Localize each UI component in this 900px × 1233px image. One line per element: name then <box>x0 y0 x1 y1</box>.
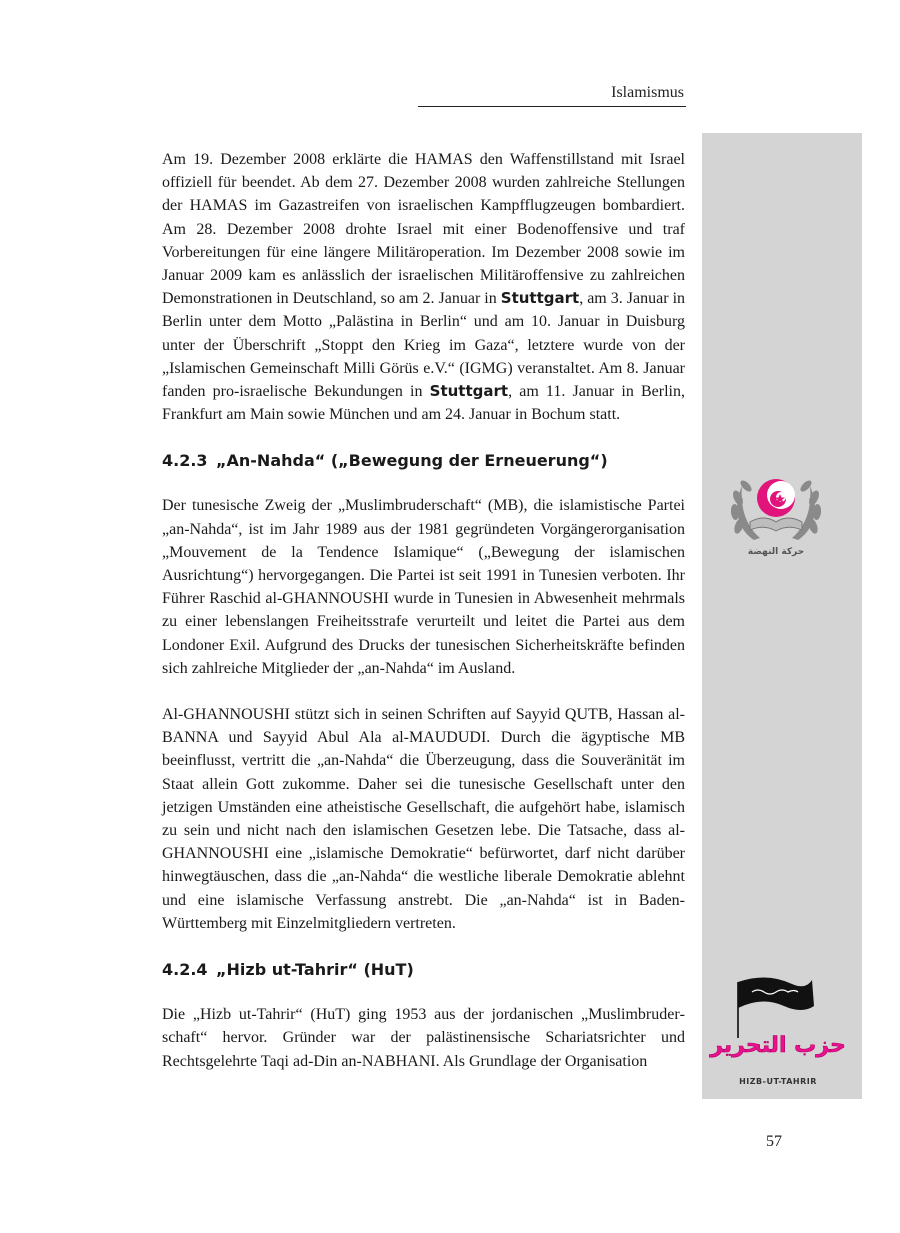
section-heading-an-nahda <box>162 449 685 472</box>
section-heading-hizb-ut-tahrir <box>162 958 685 981</box>
paragraph-an-nahda-origin: Der tunesische Zweig der „Muslimbruderschaft“ (MB), die islamistische Partei „an-Nahda“, ist im Jahr 1989 aus der 1981 gegründeten Vorgängerorganisation „Mouvement de la Tendence Islamique“ („Bewegung der islamischen Ausrichtung“) hervorgegangen. Die Partei ist seit 1991 in Tunesien verboten. Ihr Führer Raschid al-GHANNOUSHI wurde in Tunesien in Abwesenheit mehrmals zu einer lebenslangen Freiheitsstrafe verurteilt und leitet die Partei aus dem Londoner Exil. Aufgrund des Drucks der tunesischen Sicherheitskräfte befinden sich zahlreiche Mitglieder der „an-Nahda“ im Ausland. <box>162 497 685 677</box>
black-flag-icon <box>738 977 814 1010</box>
city-highlight: Stuttgart <box>429 382 509 401</box>
paragraph-an-nahda-ideology: Al-GHANNOUSHI stützt sich in seinen Schriften auf Sayyid QUTB, Hassan al-BANNA und Sayyid Abul Ala al-MAUDUDI. Durch die ägyptische MB beeinflusst, vertritt die „an-Nahda“ die Überzeugung, dass die Souveränität im Staat allein Gott zukomme. Daher sei die tunesische Gesellschaft unter den jetzigen Umständen eine atheistische Gesellschaft, die aufgehört habe, islamisch zu sein und nicht nach den islamischen Gesetzen lebe. Die Tatsache, dass al-GHANNOUSHI eine „islamische Demokratie“ befürwortet, darf nicht darüber hinwegtäuschen, dass die „an-Nahda“ die westliche liberale Demokratie ablehnt und eine islamische Verfassung anstrebt. Die „an-Nahda“ ist in Baden-Württemberg mit Einzelmitgliedern vertreten. <box>162 706 685 932</box>
an-nahda-caption: حركة النهضة <box>747 547 805 557</box>
book-icon <box>750 518 802 531</box>
paragraph-hizb-ut-tahrir: Die „Hizb ut-Tahrir“ (HuT) ging 1953 aus der jordanischen „Muslimbruderschaft“ hervor. Gründer war der palästinensische Schariatsrichter und Rechtsgelehrte Taqi ad-Din an-NABHANI. Als Grundlage der Organisation <box>162 1006 685 1070</box>
hizb-ut-tahrir-logo <box>710 968 846 1090</box>
paragraph-text: , am 11. Januar in Berlin, Frankfurt am Main sowie München und am 24. Januar in Bochum statt. <box>162 383 685 424</box>
hizb-ut-tahrir-arabic: حزب التحرير <box>710 1033 846 1058</box>
paragraph-text: Am 19. Dezember 2008 erklärte die HAMAS den Waffenstillstand mit Israel offiziell für beendet. Ab dem 27. Dezember 2008 wurden zahlreiche Stellungen der HAMAS im Gazastreifen von israelischen Kampfflugzeugen bombardiert. Am 28. Dezember 2008 drohte Israel mit einer Bodenoffensive und traf Vorbereitungen für eine längere Militäroperation. Im Dezember 2008 sowie im Januar 2009 kam es anlässlich der israelischen Militäroffensive zu zahlreichen Demonstrationen in Deutschland, so am 2. Januar in <box>162 151 685 308</box>
an-nahda-logo <box>726 468 826 560</box>
section-title: „An-Nahda“ („Bewegung der Erneuerung“) <box>216 451 608 471</box>
page-header-title: Islamismus <box>611 84 684 101</box>
paragraph-text: , am 3. Januar in Berlin unter dem Motto „Palästina in Berlin“ und am 10. Januar in Duisburg unter der Überschrift „Stoppt den Krieg im Gaza“, letztere wurde von der „Islamischen Gemeinschaft Milli Görüs e.V.“ (IGMG) veranstaltet. Am 8. Januar fanden pro-israelische Bekundungen in <box>162 290 686 401</box>
header-rule <box>418 106 686 107</box>
paragraph-hamas <box>162 148 685 426</box>
section-number: 4.2.4 <box>162 960 208 980</box>
city-highlight: Stuttgart <box>500 289 580 308</box>
page-number: 57 <box>766 1133 782 1150</box>
section-title: „Hizb ut-Tahrir“ (HuT) <box>216 960 414 980</box>
sidebar-band <box>702 133 862 1099</box>
main-content <box>162 148 685 1073</box>
hizb-ut-tahrir-caption: HIZB-UT-TAHRIR <box>739 1077 817 1086</box>
section-number: 4.2.3 <box>162 451 208 471</box>
